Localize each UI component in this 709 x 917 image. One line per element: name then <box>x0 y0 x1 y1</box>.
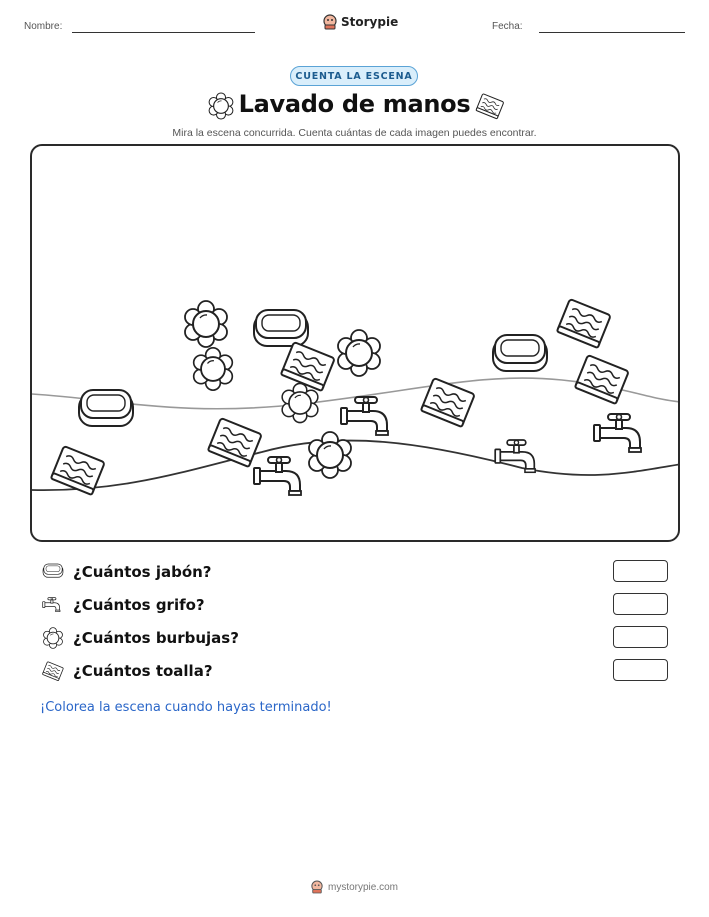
faucet-item <box>594 414 641 452</box>
page-title: Lavado de manos <box>238 90 471 118</box>
brand-logo <box>323 14 398 30</box>
soap-item <box>493 335 547 371</box>
soap-icon <box>40 560 66 582</box>
bubbles-item <box>194 348 233 390</box>
towel-item <box>557 299 611 348</box>
towel-title-icon <box>473 91 507 121</box>
date-label: Fecha: <box>492 21 523 32</box>
page-subtitle: Mira la escena concurrida. Cuenta cuántas de cada imagen puedes encontrar. <box>172 127 537 139</box>
bubbles-item <box>309 432 351 478</box>
question-text: ¿Cuántos burbujas? <box>73 629 239 647</box>
coloring-instruction: ¡Colorea la escena cuando hayas terminado! <box>40 700 332 715</box>
question-text: ¿Cuántos grifo? <box>73 596 205 614</box>
faucet-item <box>341 397 388 435</box>
counting-scene[interactable] <box>30 144 680 542</box>
answer-box-faucet[interactable] <box>613 593 668 615</box>
question-row-bubbles <box>40 626 680 652</box>
faucet-item <box>254 457 301 495</box>
soap-item <box>254 310 308 346</box>
storypie-mascot-icon <box>311 880 323 894</box>
question-text: ¿Cuántos toalla? <box>73 662 213 680</box>
question-row-soap <box>40 560 680 586</box>
footer-site-text[interactable]: mystorypie.com <box>327 881 398 893</box>
soap-item <box>79 390 133 426</box>
question-row-faucet <box>40 593 680 619</box>
towel-item <box>281 342 335 391</box>
towel-item <box>208 418 262 467</box>
brand-name: Storypie <box>341 15 399 29</box>
faucet-icon <box>40 593 66 617</box>
answer-box-towel[interactable] <box>613 659 668 681</box>
footer-site <box>0 880 709 894</box>
towel-icon <box>40 659 66 683</box>
bubbles-icon <box>40 626 66 650</box>
bubbles-item <box>338 330 380 376</box>
bubbles-item <box>185 301 227 347</box>
bubbles-item <box>282 383 318 422</box>
answer-box-soap[interactable] <box>613 560 668 582</box>
question-row-towel <box>40 659 680 685</box>
question-text: ¿Cuántos jabón? <box>73 563 212 581</box>
answer-box-bubbles[interactable] <box>613 626 668 648</box>
storypie-mascot-icon <box>323 14 337 30</box>
faucet-item <box>495 440 535 472</box>
date-line[interactable] <box>539 32 685 33</box>
name-line[interactable] <box>72 32 255 33</box>
towel-item <box>421 378 475 427</box>
towel-item <box>575 355 629 404</box>
activity-badge: CUENTA LA ESCENA <box>290 66 418 86</box>
front-wave-line <box>32 441 680 491</box>
name-label: Nombre: <box>24 21 63 32</box>
